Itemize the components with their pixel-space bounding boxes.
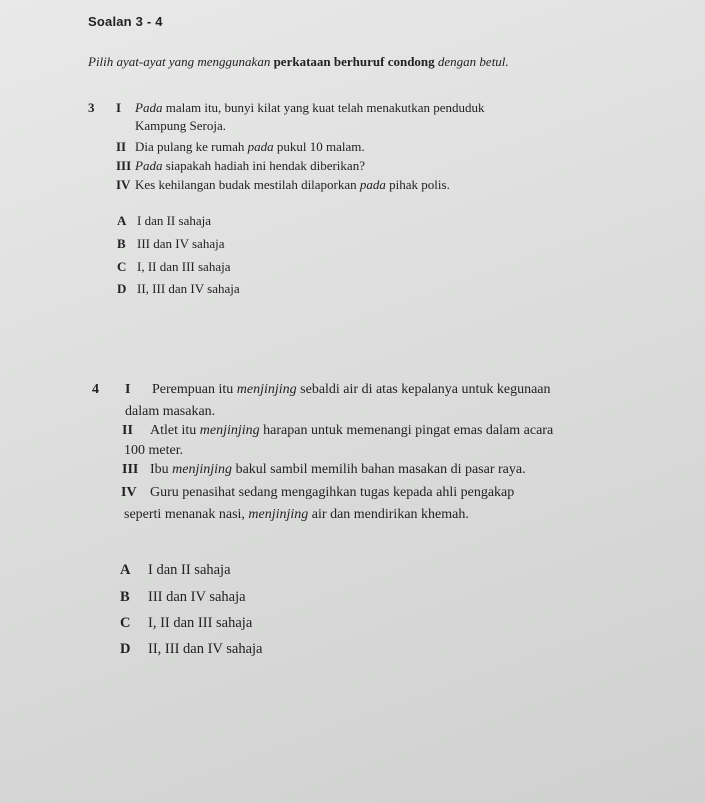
option-a-letter[interactable]: A <box>117 213 127 228</box>
question-number: 4 <box>92 382 99 397</box>
statement-roman: II <box>116 139 127 154</box>
statement-line: dalam masakan. <box>125 404 216 419</box>
option-c-letter[interactable]: C <box>117 259 127 274</box>
statement-line: Perempuan itu menjinjing sebaldi air di atas kepalanya untuk kegunaan <box>152 382 551 397</box>
statement-line: Atlet itu menjinjing harapan untuk memenangi pingat emas dalam acara <box>150 423 554 438</box>
statement-line: Kes kehilangan budak mestilah dilaporkan pada pihak polis. <box>135 177 450 192</box>
option-d-letter[interactable]: D <box>117 281 127 296</box>
option-a-letter[interactable]: A <box>120 562 131 578</box>
statement-line: Guru penasihat sedang mengagihkan tugas kepada ahli pengakap <box>150 485 515 500</box>
statement-line: seperti menanak nasi, menjinjing air dan mendirikan khemah. <box>124 507 469 522</box>
instruction-part-2: perkataan berhuruf condong <box>273 54 435 69</box>
instruction-part-3: dengan betul. <box>437 54 509 69</box>
statement-line: Kampung Seroja. <box>135 118 226 133</box>
option-b-letter[interactable]: B <box>117 236 126 251</box>
question-number: 3 <box>88 100 95 115</box>
option-d-text[interactable]: II, III dan IV sahaja <box>137 281 240 296</box>
option-d-letter[interactable]: D <box>120 641 131 657</box>
statement-line: Ibu menjinjing bakul sambil memilih bahan masakan di pasar raya. <box>150 462 526 477</box>
option-b-letter[interactable]: B <box>120 589 130 605</box>
statement-roman: III <box>116 158 132 173</box>
statement-roman: IV <box>116 177 131 192</box>
statement-line: Pada siapakah hadiah ini hendak diberikan? <box>135 158 365 173</box>
statement-line: 100 meter. <box>124 443 184 458</box>
option-b-text[interactable]: III dan IV sahaja <box>148 589 246 605</box>
statement-roman: II <box>122 423 133 438</box>
option-a-text[interactable]: I dan II sahaja <box>148 562 231 578</box>
statement-roman: IV <box>121 485 137 500</box>
section-heading: Soalan 3 - 4 <box>88 14 163 29</box>
statement-line: Dia pulang ke rumah pada pukul 10 malam. <box>135 139 365 154</box>
statement-line: Pada malam itu, bunyi kilat yang kuat telah menakutkan penduduk <box>135 100 485 115</box>
statement-roman: I <box>116 100 122 115</box>
instruction-text <box>88 54 509 70</box>
option-c-text[interactable]: I, II dan III sahaja <box>148 615 253 631</box>
statement-roman: III <box>122 462 139 477</box>
instruction-part-1: Pilih ayat-ayat yang menggunakan <box>88 54 271 69</box>
option-c-text[interactable]: I, II dan III sahaja <box>137 259 231 274</box>
statement-roman: I <box>125 382 131 397</box>
option-b-text[interactable]: III dan IV sahaja <box>137 236 225 251</box>
option-c-letter[interactable]: C <box>120 615 131 631</box>
option-a-text[interactable]: I dan II sahaja <box>137 213 211 228</box>
option-d-text[interactable]: II, III dan IV sahaja <box>148 641 263 657</box>
